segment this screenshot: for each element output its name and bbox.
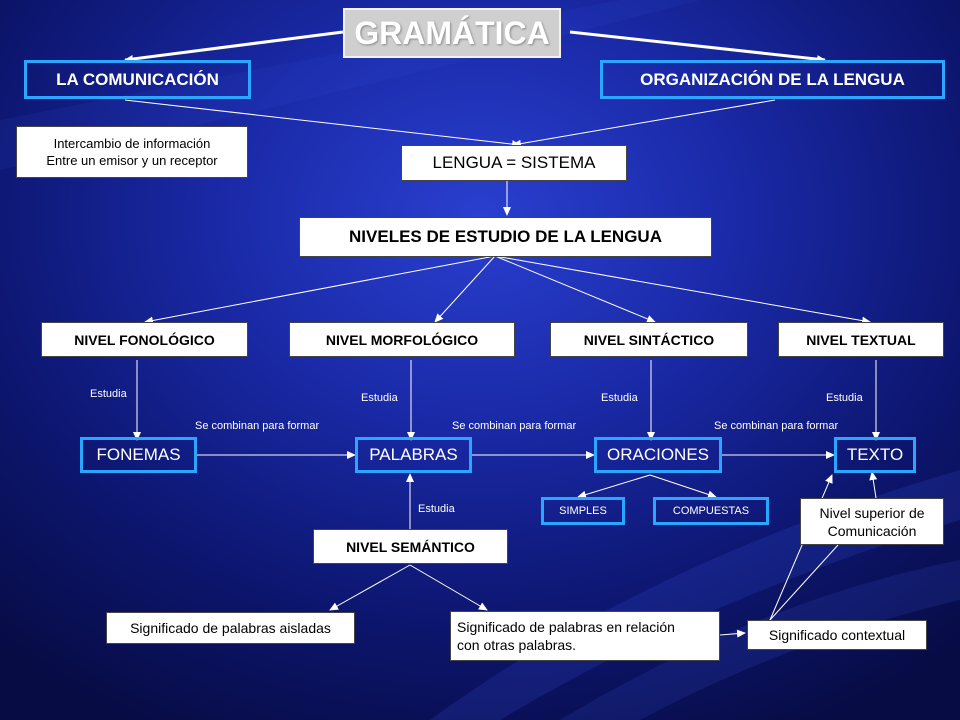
estudia-label-sintactico: Estudia: [601, 392, 638, 404]
combinan-label-2: Se combinan para formar: [452, 420, 577, 432]
oraciones-box: [594, 437, 722, 473]
significado-relacion-line1: Significado de palabras en relación: [457, 619, 675, 635]
edge-oraciones-simples: [578, 475, 650, 497]
combinan-label-1: Se combinan para formar: [195, 420, 320, 432]
estudia-label-semantico: Estudia: [418, 503, 455, 515]
nivel-fonologico-box: [41, 322, 248, 357]
nivel-morfologico-label: NIVEL MORFOLÓGICO: [325, 331, 479, 348]
nivel-sintactico-box: [550, 322, 748, 357]
lengua-sistema-label: LENGUA = SISTEMA: [432, 153, 596, 172]
nivel-textual-box: [778, 322, 944, 357]
edge-niveles-textual: [495, 256, 870, 322]
lengua-sistema-box: [401, 145, 627, 181]
nivel-fonologico-label: NIVEL FONOLÓGICO: [74, 331, 215, 348]
title-box: [343, 8, 561, 58]
niveles-estudio-box: [299, 217, 712, 257]
estudia-label-morfologico: Estudia: [361, 392, 398, 404]
fonemas-label: FONEMAS: [96, 445, 181, 464]
edge-oraciones-compuestas: [650, 475, 716, 497]
edge-contextual-texto: [770, 475, 832, 620]
nivel-semantico-box: [313, 529, 508, 564]
compuestas-box: [653, 497, 769, 525]
significado-relacion-box: [450, 611, 720, 661]
palabras-box: [355, 437, 472, 473]
edge-superior-texto: [872, 472, 876, 498]
edge-niveles-fonologico: [145, 256, 495, 322]
intercambio-line1: Intercambio de información: [53, 136, 211, 151]
intercambio-box: [16, 126, 248, 178]
texto-label: TEXTO: [846, 445, 904, 464]
edge-gramatica-organizacion: [570, 32, 825, 60]
edge-gramatica-comunicacion: [125, 32, 343, 60]
nivel-superior-box: [800, 498, 944, 545]
edge-relacion-contextual: [720, 633, 745, 635]
simples-label: SIMPLES: [559, 505, 607, 517]
niveles-estudio-label: NIVELES DE ESTUDIO DE LA LENGUA: [349, 227, 662, 246]
comunicacion-label: LA COMUNICACIÓN: [56, 69, 219, 89]
fonemas-box: [80, 437, 197, 473]
compuestas-label: COMPUESTAS: [672, 505, 750, 517]
oraciones-label: ORACIONES: [606, 445, 710, 464]
significado-contextual-label: Significado contextual: [768, 627, 906, 643]
estudia-label-fonologico: Estudia: [90, 388, 127, 400]
nivel-sintactico-label: NIVEL SINTÁCTICO: [583, 331, 715, 348]
edge-contextual-superior: [770, 545, 838, 620]
title-text: GRAMÁTICA: [354, 14, 550, 51]
estudia-label-textual: Estudia: [826, 392, 863, 404]
significado-contextual-box: [747, 620, 927, 650]
simples-box: [541, 497, 625, 525]
nivel-textual-label: NIVEL TEXTUAL: [806, 331, 916, 348]
palabras-label: PALABRAS: [369, 445, 458, 464]
edge-semantico-relacion: [410, 565, 487, 610]
combinan-label-3: Se combinan para formar: [714, 420, 839, 432]
significado-relacion-line2: con otras palabras.: [457, 637, 577, 653]
edge-organizacion-lengua: [513, 100, 775, 145]
nivel-morfologico-box: [289, 322, 515, 357]
organizacion-label: ORGANIZACIÓN DE LA LENGUA: [640, 69, 905, 89]
significado-aisladas-label: Significado de palabras aisladas: [130, 620, 331, 636]
nivel-superior-line1: Nivel superior de: [819, 504, 925, 521]
nivel-superior-line2: Comunicación: [827, 522, 917, 539]
nivel-semantico-label: NIVEL SEMÁNTICO: [346, 538, 475, 555]
texto-box: [834, 437, 916, 473]
edge-semantico-aisladas: [330, 565, 410, 610]
significado-aisladas-box: [106, 612, 355, 644]
edge-niveles-sintactico: [495, 256, 655, 322]
intercambio-line2: Entre un emisor y un receptor: [46, 153, 218, 168]
comunicacion-box: [24, 60, 251, 99]
organizacion-box: [600, 60, 945, 99]
